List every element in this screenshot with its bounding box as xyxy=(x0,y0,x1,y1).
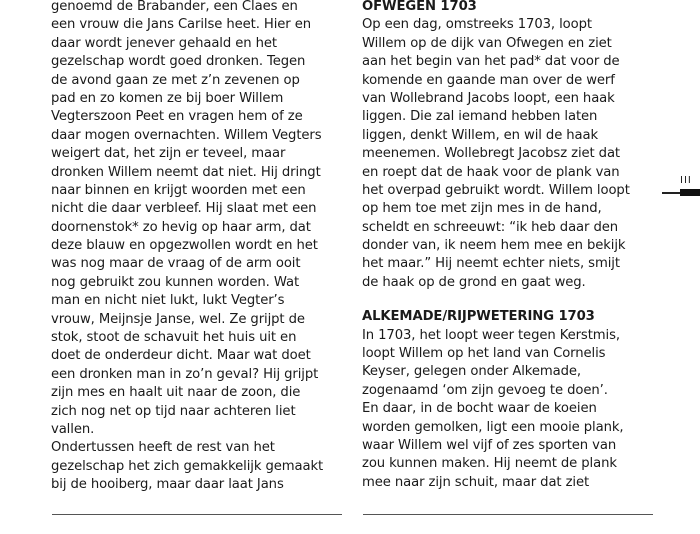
text-line: zijn mes en haalt uit naar de zoon, die xyxy=(51,385,301,401)
text-line: het overpad gebruikt wordt. Willem loopt xyxy=(362,182,630,198)
text-line: man en nicht niet lukt, lukt Vegter’s xyxy=(51,293,285,309)
text-line: En daar, in de bocht waar de koeien xyxy=(362,401,597,417)
text-line: donder van, ik neem hem mee en bekijk xyxy=(362,238,626,254)
text-line: waar Willem wel vijf of zes sporten van xyxy=(362,437,617,453)
text-line: zich nog net op tijd naar achteren liet xyxy=(51,403,296,419)
text-line: weigert dat, het zijn er teveel, maar xyxy=(51,146,286,162)
text-line: liggen, denkt Willem, en wil de haak xyxy=(362,127,599,143)
text-line: loopt Willem op het land van Cornelis xyxy=(362,346,606,362)
section-spacer xyxy=(362,292,662,308)
text-line: Ondertussen heeft de rest van het xyxy=(51,440,275,456)
text-line: daar wordt jenever gehaald en het xyxy=(51,35,277,51)
text-line: meenemen. Wollebregt Jacobsz ziet dat xyxy=(362,146,621,162)
text-line: doornenstok* zo hevig op haar arm, dat xyxy=(51,219,311,235)
text-line: doet de onderdeur dicht. Maar wat doet xyxy=(51,348,311,364)
text-line: Willem op de dijk van Ofwegen en ziet xyxy=(362,35,612,51)
text-line: aan het begin van het pad* dat voor de xyxy=(362,54,620,70)
text-line: en roept dat de haak voor de plank van xyxy=(362,164,620,180)
section-heading-ofwegen: OFWEGEN 1703 xyxy=(362,0,477,14)
text-line: mee naar zijn schuit, maar dat ziet xyxy=(362,474,590,490)
text-line: bij de hooiberg, maar daar laat Jans xyxy=(51,477,284,493)
text-line: gezelschap het zich gemakkelijk gemaakt xyxy=(51,458,324,474)
text-line: dronken Willem neemt dat niet. Hij dringt xyxy=(51,164,321,180)
text-line: komende en gaande man over de werf xyxy=(362,72,615,88)
margin-section-marker: III xyxy=(680,175,692,186)
text-line: op hem toe met zijn mes in de hand, xyxy=(362,201,602,217)
text-line: Vegterszoon Peet en vragen hem of ze xyxy=(51,109,303,125)
footer-rule-left xyxy=(52,514,342,515)
text-line: genoemd de Brabander, een Claes en xyxy=(51,0,298,14)
text-line: liggen. Die zal iemand hebben laten xyxy=(362,109,598,125)
text-line: Op een dag, omstreeks 1703, loopt xyxy=(362,17,592,33)
text-line: naar binnen en krijgt woorden met een xyxy=(51,182,306,198)
text-line: In 1703, het loopt weer tegen Kerstmis, xyxy=(362,327,620,343)
left-column xyxy=(51,0,351,495)
text-line: zou kunnen maken. Hij neemt de plank xyxy=(362,456,617,472)
text-line: stok, stoot de schavuit het huis uit en xyxy=(51,330,297,346)
text-line: vallen. xyxy=(51,421,95,437)
text-line: vrouw, Meijnsje Janse, wel. Ze grijpt de xyxy=(51,311,305,327)
text-line: nicht die daar verbleef. Hij slaat met een xyxy=(51,201,317,217)
text-line: een vrouw die Jans Carilse heet. Hier en xyxy=(51,17,311,33)
text-line: de avond gaan ze met z’n zevenen op xyxy=(51,72,300,88)
text-line: pad en zo komen ze bij boer Willem xyxy=(51,90,284,106)
text-line: was nog maar de vraag of de arm ooit xyxy=(51,256,301,272)
text-line: een dronken man in zo’n geval? Hij grijpt xyxy=(51,366,319,382)
text-line: van Wollebrand Jacobs loopt, een haak xyxy=(362,90,615,106)
text-line: deze blauw en opgezwollen wordt en het xyxy=(51,238,318,254)
text-line: worden gemolken, ligt een mooie plank, xyxy=(362,419,624,435)
text-line: Keyser, gelegen onder Alkemade, xyxy=(362,364,581,380)
text-line: zogenaamd ‘om zijn gevoeg te doen’. xyxy=(362,382,608,398)
margin-tab xyxy=(680,189,700,196)
right-column xyxy=(362,0,662,492)
text-line: gezelschap wordt goed dronken. Tegen xyxy=(51,54,306,70)
text-line: de haak op de grond en gaat weg. xyxy=(362,274,586,290)
text-line: nog gebruikt zou kunnen worden. Wat xyxy=(51,274,300,290)
text-line: het maar.” Hij neemt echter niets, smijt xyxy=(362,256,620,272)
text-line: scheldt en schreeuwt: “ik heb daar den xyxy=(362,219,618,235)
section-heading-alkemade: ALKEMADE/RIJPWETERING 1703 xyxy=(362,309,595,325)
margin-tick xyxy=(662,192,682,194)
footer-rule-right xyxy=(363,514,653,515)
text-line: daar mogen overnachten. Willem Vegters xyxy=(51,127,322,143)
